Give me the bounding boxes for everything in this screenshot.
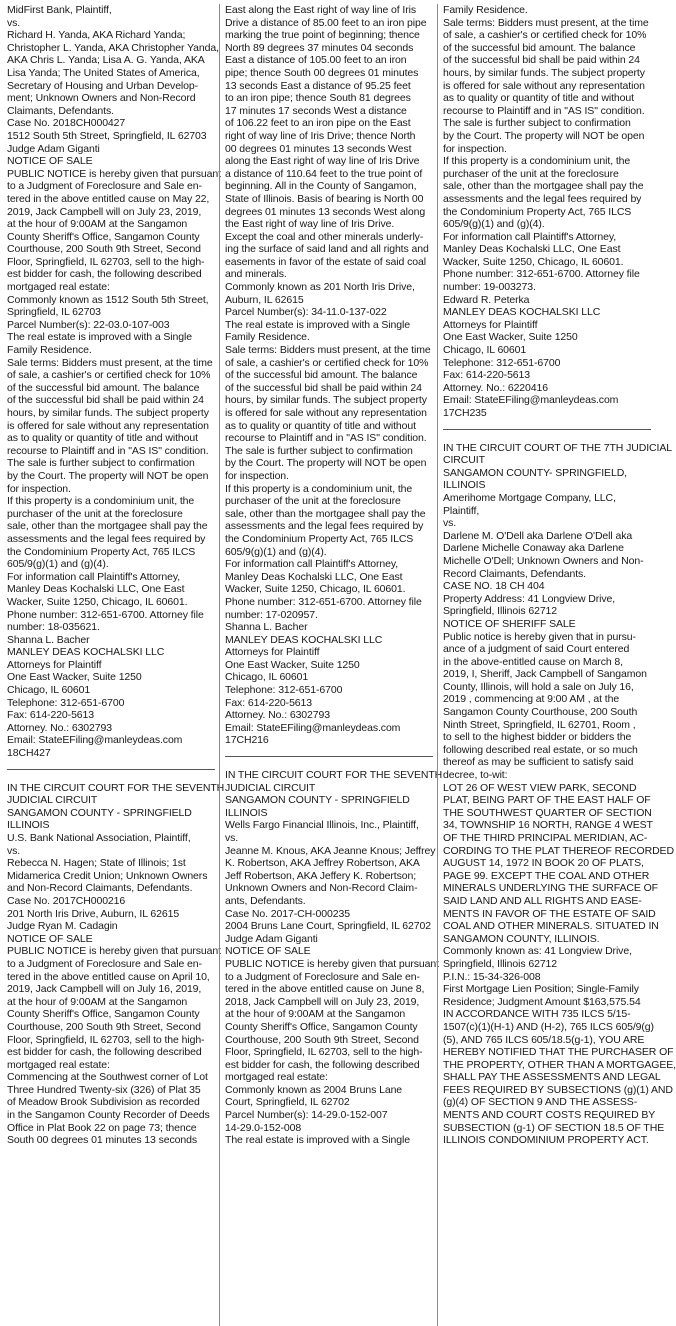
notice-line: the East right of way line of Iris Drive. bbox=[225, 218, 395, 231]
notice-line: ILLINOIS bbox=[7, 819, 50, 832]
notice-line: tered in the above entitled cause on May 22, bbox=[7, 192, 210, 205]
notice-line: thereof as may be sufficient to satisfy said bbox=[443, 756, 634, 769]
notice-line: along the East right of way line of Iris Drive bbox=[225, 155, 420, 168]
notice-line: to a Judgment of Foreclosure and Sale en- bbox=[225, 970, 420, 983]
notice-line: Rebecca N. Hagen; State of Illinois; 1st bbox=[7, 857, 186, 870]
notice-line: decree, to-wit: bbox=[443, 769, 508, 782]
notice-line: of the successful bid amount. The balance bbox=[7, 381, 200, 394]
legal-notice bbox=[7, 4, 221, 760]
notice-line: sale, other than the mortgagee shall pay the bbox=[7, 520, 208, 533]
notice-line: Sale terms: Bidders must present, at the time bbox=[443, 16, 649, 29]
notice-line: PUBLIC NOTICE is hereby given that pursuant bbox=[7, 945, 221, 958]
notice-line: Commencing at the Southwest corner of Lot bbox=[7, 1071, 208, 1084]
notice-line: pipe; thence South 00 degrees 01 minutes bbox=[225, 66, 419, 79]
notice-line: by the Court. The property will NOT be open bbox=[443, 129, 645, 142]
notice-line: is offered for sale without any representation bbox=[443, 79, 645, 92]
notice-line: by the Court. The property will NOT be open bbox=[7, 469, 209, 482]
notice-line: MENTS AND COURT COSTS REQUIRED BY bbox=[443, 1109, 656, 1122]
notice-line: Chicago, IL 60601 bbox=[7, 684, 91, 697]
notice-line: MANLEY DEAS KOCHALSKI LLC bbox=[225, 633, 383, 646]
notice-line: for inspection. bbox=[443, 142, 507, 155]
notice-line: purchaser of the unit at the foreclosure bbox=[7, 507, 183, 520]
notice-line: Commonly known as 1512 South 5th Street, bbox=[7, 293, 209, 306]
notice-line: MENTS IN FAVOR OF THE ESTATE OF SAID bbox=[443, 907, 656, 920]
notice-line: East a distance of 105.00 feet to an iron bbox=[225, 54, 407, 67]
notice-line: Courthouse, 200 South 9th Street, Second bbox=[225, 1033, 419, 1046]
notice-line: The sale is further subject to confirmation bbox=[7, 457, 195, 470]
notice-line: South 00 degrees 01 minutes 13 seconds bbox=[7, 1134, 197, 1147]
notice-line: is offered for sale without any representation bbox=[225, 407, 427, 419]
notice-line: Plaintiff, bbox=[443, 504, 480, 517]
notice-line: to a Judgment of Foreclosure and Sale en- bbox=[7, 957, 202, 970]
notice-line: Property Address: 41 Longview Drive, bbox=[443, 592, 616, 605]
notice-line: Commonly known as 201 North Iris Drive, bbox=[225, 281, 415, 294]
notice-line: Except the coal and other minerals underly- bbox=[225, 230, 424, 243]
notice-line: The real estate is improved with a Single bbox=[7, 331, 192, 344]
notice-line: PUBLIC NOTICE is hereby given that pursuant bbox=[225, 957, 439, 970]
notice-line: Phone number: 312-651-6700. Attorney file bbox=[7, 608, 204, 621]
notice-line: of sale, a cashier's or certified check for 10% bbox=[7, 369, 211, 382]
notice-line: Chicago, IL 60601 bbox=[443, 344, 527, 357]
notice-line: Case No. 2017CH000216 bbox=[7, 894, 126, 907]
notice-line: assessments and the legal fees required by bbox=[7, 532, 206, 545]
notice-line: of the successful bid amount. The balance bbox=[225, 369, 418, 382]
notice-line: 2019 , commencing at 9:00 AM , at the bbox=[443, 693, 620, 706]
column-1 bbox=[7, 4, 225, 1326]
notice-line: North 89 degrees 37 minutes 04 seconds bbox=[225, 41, 414, 54]
notice-line: to an iron pipe; thence South 81 degrees bbox=[225, 92, 411, 105]
notice-line: Phone number: 312-651-6700. Attorney file bbox=[443, 268, 640, 281]
notice-line: NOTICE OF SALE bbox=[7, 155, 93, 168]
notice-line: to a Judgment of Foreclosure and Sale en- bbox=[7, 180, 202, 193]
notice-line: FEES REQUIRED BY SUBSECTIONS (g)(1) AND bbox=[443, 1083, 673, 1096]
notice-line: 18CH427 bbox=[7, 747, 51, 760]
notice-line: easements in favor of the estate of said coal bbox=[225, 255, 426, 268]
notice-line: 2019, Jack Campbell will on July 16, 2019, bbox=[7, 983, 202, 996]
notice-line: Sale terms: Bidders must present, at the time bbox=[225, 344, 431, 357]
notice-line: Springfield, Illinois 62712 bbox=[443, 605, 558, 618]
notice-line: IN THE CIRCUIT COURT OF THE 7TH JUDICIAL bbox=[443, 441, 672, 454]
notice-line: 605/9(g)(1) and (g)(4). bbox=[225, 545, 327, 558]
notice-line: State of Illinois. Basis of bearing is North 00 bbox=[225, 192, 424, 205]
notice-line: CASE NO. 18 CH 404 bbox=[443, 580, 545, 593]
notice-line: K. Robertson, AKA Jeffrey Robertson, AKA bbox=[225, 857, 420, 870]
notice-line: One East Wacker, Suite 1250 bbox=[443, 331, 578, 344]
notice-line: SANGAMON COUNTY - SPRINGFIELD bbox=[7, 806, 192, 819]
notice-line: Commonly known as 2004 Bruns Lane bbox=[225, 1083, 403, 1096]
notice-line: recourse to Plaintiff and in "AS IS" condition. bbox=[7, 444, 209, 457]
notice-line: Case No. 2017-CH-000235 bbox=[225, 907, 350, 920]
notice-line: vs. bbox=[7, 16, 21, 29]
notice-line: Ninth Street, Springfield, IL 62701, Room , bbox=[443, 718, 636, 731]
notice-line: (5), AND 765 ILCS 605/18.5(g-1), YOU ARE bbox=[443, 1033, 645, 1046]
notice-line: P.I.N.: 15-34-326-008 bbox=[443, 970, 541, 983]
notice-line: SAID LAND AND ALL RIGHTS AND EASE- bbox=[443, 894, 642, 907]
notice-line: 00 degrees 01 minutes 13 seconds West bbox=[225, 142, 412, 155]
notice-line: CIRCUIT bbox=[443, 454, 485, 467]
notice-line: beginning. All in the County of Sangamon, bbox=[225, 180, 417, 193]
notice-line: assessments and the legal fees required by bbox=[225, 520, 424, 533]
notice-line: hours, by similar funds. The subject property bbox=[225, 394, 427, 407]
notice-line: Fax: 614-220-5613 bbox=[443, 369, 531, 382]
notice-line: to sell to the highest bidder or bidders the bbox=[443, 731, 632, 744]
notice-line: Wacker, Suite 1250, Chicago, IL 60601. bbox=[225, 583, 406, 596]
notice-line: 2019, I, Sheriff, Jack Campbell of Sangamon bbox=[443, 668, 647, 681]
notice-line: County Sheriff's Office, Sangamon County bbox=[225, 1020, 418, 1033]
notice-line: 14-29.0-152-008 bbox=[225, 1121, 302, 1134]
notice-line: for inspection. bbox=[225, 469, 289, 482]
notice-line: 201 North Iris Drive, Auburn, IL 62615 bbox=[7, 907, 180, 920]
notice-line: Courthouse, 200 South 9th Street, Second bbox=[7, 1020, 201, 1033]
notice-line: NOTICE OF SHERIFF SALE bbox=[443, 617, 576, 630]
column-2 bbox=[225, 4, 443, 1326]
notice-line: Attorneys for Plaintiff bbox=[7, 658, 102, 671]
notice-line: Parcel Number(s): 22-03.0-107-003 bbox=[7, 318, 170, 331]
notice-line: as to quality or quantity of title and without bbox=[7, 432, 198, 445]
notice-line: Jeanne M. Knous, AKA Jeanne Knous; Jeffrey bbox=[225, 844, 436, 857]
notice-line: at the hour of 9:00AM at the Sangamon bbox=[225, 1008, 406, 1021]
notice-line: the Condominium Property Act, 765 ILCS bbox=[7, 545, 196, 558]
notice-line: Attorney. No.: 6302793 bbox=[225, 709, 331, 722]
notice-line: If this property is a condominium unit, the bbox=[225, 482, 413, 495]
notice-line: the Condominium Property Act, 765 ILCS bbox=[225, 532, 414, 545]
notice-line: Residence; Judgment Amount $163,575.54 bbox=[443, 995, 641, 1008]
notice-line: Chicago, IL 60601 bbox=[225, 671, 309, 684]
notice-line: of the successful bid amount. The balance bbox=[443, 41, 636, 54]
notice-line: 605/9(g)(1) and (g)(4). bbox=[7, 558, 109, 571]
notice-line: the Condominium Property Act, 765 ILCS bbox=[443, 205, 632, 218]
notice-line: Drive a distance of 85.00 feet to an iron pipe bbox=[225, 16, 427, 29]
notice-line: ILLINOIS CONDOMINIUM PROPERTY ACT. bbox=[443, 1134, 649, 1147]
notice-line: Wells Fargo Financial Illinois, Inc., Plaintiff, bbox=[225, 819, 419, 832]
notice-line: est bidder for cash, the following described bbox=[7, 268, 202, 281]
notice-line: Jeff Robertson, AKA Jeffery K. Robertson; bbox=[225, 869, 417, 882]
notice-line: Attorney. No.: 6220416 bbox=[443, 381, 549, 394]
notice-line: at the hour of 9:00AM at the Sangamon bbox=[7, 995, 188, 1008]
notice-line: COAL AND OTHER MINERALS. SITUATED IN bbox=[443, 920, 659, 933]
notice-line: PUBLIC NOTICE is hereby given that pursuant bbox=[7, 167, 221, 180]
notice-line: For information call Plaintiff's Attorney, bbox=[225, 558, 399, 571]
notice-line: by the Court. The property will NOT be open bbox=[225, 457, 427, 470]
notice-line: MINERALS UNDERLYING THE SURFACE OF bbox=[443, 882, 658, 895]
notice-line: Record Claimants, Defendants. bbox=[443, 567, 587, 580]
notice-line: The real estate is improved with a Single bbox=[225, 318, 410, 331]
notice-line: Telephone: 312-651-6700 bbox=[225, 684, 343, 697]
notice-line: Sale terms: Bidders must present, at the time bbox=[7, 356, 213, 369]
notice-line: vs. bbox=[443, 517, 457, 530]
notice-line: Manley Deas Kochalski LLC, One East bbox=[7, 583, 185, 596]
notice-line: mortgaged real estate: bbox=[7, 281, 110, 294]
notice-line: Floor, Springfield, IL 62703, sell to the high- bbox=[7, 255, 205, 268]
notice-line: a distance of 110.64 feet to the true point of bbox=[225, 167, 423, 180]
notice-line: County Sheriff's Office, Sangamon County bbox=[7, 230, 200, 243]
notice-line: for inspection. bbox=[7, 482, 71, 495]
notice-line: Manley Deas Kochalski LLC, One East bbox=[225, 570, 403, 583]
notice-line: vs. bbox=[7, 844, 21, 857]
notice-line: mortgaged real estate: bbox=[225, 1071, 328, 1084]
notice-line: 1507(c)(1)(H-1) AND (H-2), 765 ILCS 605/9(g) bbox=[443, 1020, 654, 1033]
legal-notice bbox=[7, 781, 225, 1147]
notice-line: Judge Adam Giganti bbox=[7, 142, 100, 155]
notice-line: est bidder for cash, the following described bbox=[7, 1046, 202, 1059]
notice-line: 17CH235 bbox=[443, 407, 487, 419]
notice-line: PLAT, BEING PART OF THE EAST HALF OF bbox=[443, 794, 651, 807]
notice-line: of Meadow Brook Subdivision as recorded bbox=[7, 1096, 200, 1109]
notice-line: tered in the above entitled cause on April 10, bbox=[7, 970, 210, 983]
notice-line: Judge Adam Giganti bbox=[225, 932, 318, 945]
notice-line: THE SOUTHWEST QUARTER OF SECTION bbox=[443, 806, 652, 819]
notice-line: 1512 South 5th Street, Springfield, IL 62703 bbox=[7, 129, 207, 142]
notice-line: tered in the above entitled cause on June 8, bbox=[225, 983, 425, 996]
notice-line: Phone number: 312-651-6700. Attorney file bbox=[225, 595, 422, 608]
notice-line: IN ACCORDANCE WITH 735 ILCS 5/15- bbox=[443, 1008, 631, 1021]
notice-line: ing the surface of said land and all rights and bbox=[225, 243, 429, 256]
notice-line: JUDICIAL CIRCUIT bbox=[225, 781, 316, 794]
notice-line: OF THE THIRD PRINCIPAL MERIDIAN, AC- bbox=[443, 832, 648, 844]
notice-line: Attorneys for Plaintiff bbox=[225, 646, 320, 659]
notice-line: THE PROPERTY, OTHER THAN A MORTGAGEE, bbox=[443, 1058, 676, 1071]
notice-line: degrees 01 minutes 13 seconds West along bbox=[225, 205, 426, 218]
notice-line: For information call Plaintiff's Attorney, bbox=[443, 230, 617, 243]
notice-line: sale, other than the mortgagee shall pay the bbox=[225, 507, 426, 520]
notice-line: as to quality or quantity of title and without bbox=[443, 92, 634, 105]
notice-line: SUBSECTION (g-1) OF SECTION 18.5 OF THE bbox=[443, 1121, 665, 1134]
legal-notice bbox=[225, 769, 443, 1147]
notice-line: Claimants, Defendants. bbox=[7, 104, 114, 117]
notice-line: Shanna L. Bacher bbox=[7, 633, 90, 646]
notice-line: The sale is further subject to confirmation bbox=[225, 444, 413, 457]
notice-line: in the above-entitled cause on March 8, bbox=[443, 655, 623, 668]
notice-line: mortgaged real estate: bbox=[7, 1058, 110, 1071]
notice-line: One East Wacker, Suite 1250 bbox=[7, 671, 142, 684]
notice-line: 605/9(g)(1) and (g)(4). bbox=[443, 218, 545, 231]
notice-line: Public notice is hereby given that in pursu- bbox=[443, 630, 636, 643]
notice-line: number: 18-035621. bbox=[7, 621, 100, 634]
notice-line: Lisa Yanda; The United States of America, bbox=[7, 66, 200, 79]
notice-line: Wacker, Suite 1250, Chicago, IL 60601. bbox=[443, 255, 624, 268]
notice-line: est bidder for cash, the following described bbox=[225, 1058, 420, 1071]
notice-line: Court, Springfield, IL 62702 bbox=[225, 1096, 350, 1109]
notice-line: NOTICE OF SALE bbox=[7, 932, 93, 945]
notice-line: ants, Defendants. bbox=[225, 894, 306, 907]
notice-line: (g)(4) OF SECTION 9 AND THE ASSESS- bbox=[443, 1096, 638, 1109]
notice-line: East along the East right of way line of Iris bbox=[225, 4, 417, 16]
notice-line: ILLINOIS bbox=[443, 479, 486, 492]
notice-line: 2019, Jack Campbell will on July 23, 2019, bbox=[7, 205, 202, 218]
notice-line: SHALL PAY THE ASSESSMENTS AND LEGAL bbox=[443, 1071, 661, 1084]
notice-line: and Non-Record Claimants, Defendants. bbox=[7, 882, 193, 895]
notice-line: Fax: 614-220-5613 bbox=[225, 696, 313, 709]
notice-line: IN THE CIRCUIT COURT FOR THE SEVENTH bbox=[7, 781, 225, 794]
notice-line: following described real estate, or so much bbox=[443, 743, 638, 756]
notice-line: LOT 26 OF WEST VIEW PARK, SECOND bbox=[443, 781, 637, 794]
notice-line: PAGE 99. EXCEPT THE COAL AND OTHER bbox=[443, 869, 650, 882]
notice-line: Email: StateEFiling@manleydeas.com bbox=[443, 394, 619, 407]
legal-notice bbox=[443, 441, 676, 1147]
notice-line: Family Residence. bbox=[225, 331, 310, 344]
notice-line: recourse to Plaintiff and in "AS IS" condition. bbox=[225, 432, 427, 445]
notice-line: Auburn, IL 62615 bbox=[225, 293, 304, 306]
notice-line: Telephone: 312-651-6700 bbox=[443, 356, 561, 369]
notice-line: Email: StateEFiling@manleydeas.com bbox=[225, 721, 401, 734]
notice-line: If this property is a condominium unit, the bbox=[7, 495, 195, 508]
notice-line: AUGUST 14, 1972 IN BOOK 20 OF PLATS, bbox=[443, 857, 644, 870]
notice-line: Three Hundred Twenty-six (326) of Plat 35 bbox=[7, 1083, 201, 1096]
notice-line: hours, by similar funds. The subject property bbox=[7, 407, 209, 419]
notice-line: right of way line of Iris Drive; thence North bbox=[225, 129, 416, 142]
notice-line: Unknown Owners and Non-Record Claim- bbox=[225, 882, 418, 895]
notice-line: County, Illinois, will hold a sale on July 16, bbox=[443, 680, 634, 693]
notice-line: Midamerica Credit Union; Unknown Owners bbox=[7, 869, 208, 882]
notice-line: number: 17-020957. bbox=[225, 608, 318, 621]
notice-line: Springfield, Illinois 62712 bbox=[443, 957, 558, 970]
notice-line: of sale, a cashier's or certified check for 10% bbox=[225, 356, 429, 369]
notice-line: of the successful bid shall be paid within 24 bbox=[225, 381, 422, 394]
notice-line: HEREBY NOTIFIED THAT THE PURCHASER OF bbox=[443, 1046, 674, 1059]
notice-line: 2004 Bruns Lane Court, Springfield, IL 62702 bbox=[225, 920, 431, 933]
notice-line: Shanna L. Bacher bbox=[225, 621, 308, 634]
notice-line: Judge Ryan M. Cadagin bbox=[7, 920, 118, 933]
notice-line: ance of a judgment of said Court entered bbox=[443, 643, 630, 656]
notice-line: If this property is a condominium unit, the bbox=[443, 155, 631, 168]
notice-line: 17CH216 bbox=[225, 734, 269, 747]
notice-line: as to quality or quantity of title and without bbox=[225, 419, 416, 432]
notice-line: Family Residence. bbox=[7, 344, 92, 357]
notice-line: Sangamon County Courthouse, 200 South bbox=[443, 706, 638, 719]
notice-line: Darlene Michelle Conaway aka Darlene bbox=[443, 542, 624, 555]
notice-line: SANGAMON COUNTY- SPRINGFIELD, bbox=[443, 466, 627, 479]
notice-line: MANLEY DEAS KOCHALSKI LLC bbox=[7, 646, 165, 659]
notice-line: The sale is further subject to confirmation bbox=[443, 117, 631, 130]
notice-line: MANLEY DEAS KOCHALSKI LLC bbox=[443, 306, 601, 319]
notice-line: Richard H. Yanda, AKA Richard Yanda; bbox=[7, 29, 186, 42]
notice-line: 17 minutes 17 seconds West a distance bbox=[225, 104, 407, 117]
legal-notice bbox=[443, 4, 651, 420]
notice-line: assessments and the legal fees required by bbox=[443, 192, 642, 205]
notice-line: Floor, Springfield, IL 62703, sell to the high- bbox=[7, 1033, 205, 1046]
notice-line: Floor, Springfield, IL 62703, sell to the high- bbox=[225, 1046, 423, 1059]
notice-line: Amerihome Mortgage Company, LLC, bbox=[443, 491, 616, 504]
notice-line: Michelle O'Dell; Unknown Owners and Non- bbox=[443, 554, 644, 567]
notice-line: Manley Deas Kochalski LLC, One East bbox=[443, 243, 621, 256]
notice-line: Wacker, Suite 1250, Chicago, IL 60601. bbox=[7, 595, 188, 608]
notice-line: ment; Unknown Owners and Non-Record bbox=[7, 92, 196, 105]
notice-line: CORDING TO THE PLAT THEREOF RECORDED bbox=[443, 844, 674, 857]
notice-line: SANGAMON COUNTY - SPRINGFIELD bbox=[225, 794, 410, 807]
notice-line: is offered for sale without any representation bbox=[7, 419, 209, 432]
notice-line: For information call Plaintiff's Attorney, bbox=[7, 570, 181, 583]
notice-line: purchaser of the unit at the foreclosure bbox=[225, 495, 401, 508]
notice-line: of the successful bid shall be paid within 24 bbox=[443, 54, 640, 67]
notice-line: First Mortgage Lien Position; Single-Family bbox=[443, 983, 639, 996]
notice-line: The real estate is improved with a Single bbox=[225, 1134, 410, 1147]
notice-line: at the hour of 9:00AM at the Sangamon bbox=[7, 218, 188, 231]
notice-line: 2018, Jack Campbell will on July 23, 2019, bbox=[225, 995, 420, 1008]
notice-line: Commonly known as: 41 Longview Drive, bbox=[443, 945, 632, 958]
notice-line: ILLINOIS bbox=[225, 806, 268, 819]
notice-line: Attorneys for Plaintiff bbox=[443, 318, 538, 331]
notice-line: Courthouse, 200 South 9th Street, Second bbox=[7, 243, 201, 256]
notice-line: number: 19-003273. bbox=[443, 281, 536, 294]
notice-line: of 106.22 feet to an iron pipe on the East bbox=[225, 117, 411, 130]
notice-line: 34, TOWNSHIP 16 NORTH, RANGE 4 WEST bbox=[443, 819, 653, 832]
notice-line: IN THE CIRCUIT COURT FOR THE SEVENTH bbox=[225, 769, 443, 782]
notice-line: Case No. 2018CH000427 bbox=[7, 117, 126, 130]
notice-line: Office in Plat Book 22 on page 73; thence bbox=[7, 1121, 197, 1134]
notice-line: 13 seconds East a distance of 95.25 feet bbox=[225, 79, 411, 92]
notice-line: JUDICIAL CIRCUIT bbox=[7, 794, 98, 807]
notice-line: marking the true point of beginning; thence bbox=[225, 29, 420, 42]
notice-line: of the successful bid shall be paid within 24 bbox=[7, 394, 204, 407]
notice-line: Darlene M. O'Dell aka Darlene O'Dell aka bbox=[443, 529, 633, 542]
notice-line: Fax: 614-220-5613 bbox=[7, 709, 95, 722]
notice-line: Attorney. No.: 6302793 bbox=[7, 721, 113, 734]
notice-line: Christopher L. Yanda, AKA Christopher Yanda, bbox=[7, 41, 219, 54]
column-3 bbox=[443, 4, 676, 1326]
notice-line: NOTICE OF SALE bbox=[225, 945, 311, 958]
notice-divider bbox=[443, 429, 651, 430]
notice-line: purchaser of the unit at the foreclosure bbox=[443, 167, 619, 180]
notice-line: Family Residence. bbox=[443, 4, 528, 16]
notice-line: County Sheriff's Office, Sangamon County bbox=[7, 1008, 200, 1021]
notice-line: SANGAMON COUNTY, ILLINOIS. bbox=[443, 932, 600, 945]
notice-line: Springfield, IL 62703 bbox=[7, 306, 101, 319]
notice-line: recourse to Plaintiff and in "AS IS" condition. bbox=[443, 104, 645, 117]
notice-line: Email: StateEFiling@manleydeas.com bbox=[7, 734, 183, 747]
notice-line: Parcel Number(s): 34-11.0-137-022 bbox=[225, 306, 387, 319]
notice-line: MidFirst Bank, Plaintiff, bbox=[7, 4, 112, 16]
notice-line: U.S. Bank National Association, Plaintiff, bbox=[7, 832, 191, 844]
notice-line: sale, other than the mortgagee shall pay the bbox=[443, 180, 644, 193]
legal-notice bbox=[225, 4, 433, 747]
notice-line: hours, by similar funds. The subject property bbox=[443, 66, 645, 79]
notice-line: Edward R. Peterka bbox=[443, 293, 530, 306]
notice-line: Telephone: 312-651-6700 bbox=[7, 696, 125, 709]
notice-line: of sale, a cashier's or certified check for 10% bbox=[443, 29, 647, 42]
notice-line: Parcel Number(s): 14-29.0-152-007 bbox=[225, 1109, 388, 1122]
notice-line: Secretary of Housing and Urban Develop- bbox=[7, 79, 199, 92]
notice-divider bbox=[7, 769, 215, 770]
notice-line: vs. bbox=[225, 832, 239, 844]
notice-divider bbox=[225, 756, 433, 757]
notice-line: One East Wacker, Suite 1250 bbox=[225, 658, 360, 671]
notice-line: and minerals. bbox=[225, 268, 287, 281]
notice-line: in the Sangamon County Recorder of Deeds bbox=[7, 1109, 210, 1122]
notice-line: AKA Chris L. Yanda; Lisa A. G. Yanda, AKA bbox=[7, 54, 205, 67]
